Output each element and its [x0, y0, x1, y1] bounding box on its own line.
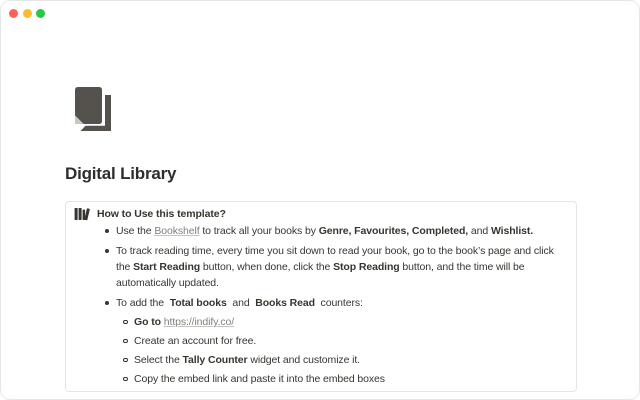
bullet-icon	[105, 301, 109, 305]
minimize-button[interactable]	[23, 9, 32, 18]
list-item	[74, 295, 564, 311]
text-segment: Start Reading	[133, 261, 201, 273]
list-item	[74, 243, 564, 291]
bullet-icon	[105, 249, 109, 253]
text-segment: to track all your books by	[199, 225, 319, 237]
circle-icon	[123, 320, 128, 325]
list-item	[74, 371, 564, 387]
indify-link[interactable]: https://indify.co/	[163, 316, 235, 328]
text-segment: Copy the embed link and paste it into the embed boxes	[134, 373, 385, 385]
bookshelf-link[interactable]: Bookshelf	[154, 225, 200, 237]
text-segment: Use the	[116, 225, 155, 237]
close-button[interactable]	[9, 9, 18, 18]
list-item	[74, 223, 564, 239]
page-title: Digital Library	[65, 164, 177, 183]
zoom-button[interactable]	[36, 9, 45, 18]
bullet-icon	[105, 229, 109, 233]
circle-icon	[123, 358, 128, 363]
text-segment: button, and the time will be automatically updated.	[116, 261, 528, 289]
text-segment: Tally Counter	[182, 354, 248, 366]
text-segment: Select the	[134, 354, 183, 366]
list-item	[74, 333, 564, 349]
text-segment: Total books	[169, 297, 227, 309]
howto-callout	[65, 201, 577, 392]
list-item	[74, 352, 564, 368]
list-item	[74, 314, 564, 330]
callout-header: How to Use this template?	[97, 208, 226, 220]
text-segment: and	[226, 297, 256, 309]
text-segment: Go to	[134, 316, 164, 328]
circle-icon	[123, 339, 128, 344]
window-controls	[9, 9, 45, 18]
text-segment: To track reading time, every time you sit down to read your book, go to the book’s page and click the	[116, 245, 557, 273]
callout-list	[74, 223, 564, 387]
callout-header-row	[74, 206, 564, 222]
book-icon[interactable]	[75, 87, 112, 132]
circle-icon	[123, 377, 128, 382]
text-segment: and	[468, 225, 491, 237]
text-segment: Wishlist.	[490, 225, 534, 237]
text-segment: counters:	[314, 297, 363, 309]
text-segment: Genre, Favourites, Completed,	[318, 225, 469, 237]
text-segment: Create an account for free.	[134, 335, 257, 347]
books-icon	[74, 207, 90, 221]
text-segment: Stop Reading	[333, 261, 400, 273]
text-segment: Books Read	[255, 297, 315, 309]
text-segment: To add the	[116, 297, 170, 309]
text-segment: widget and customize it.	[247, 354, 361, 366]
text-segment: button, when done, click the	[200, 261, 334, 273]
